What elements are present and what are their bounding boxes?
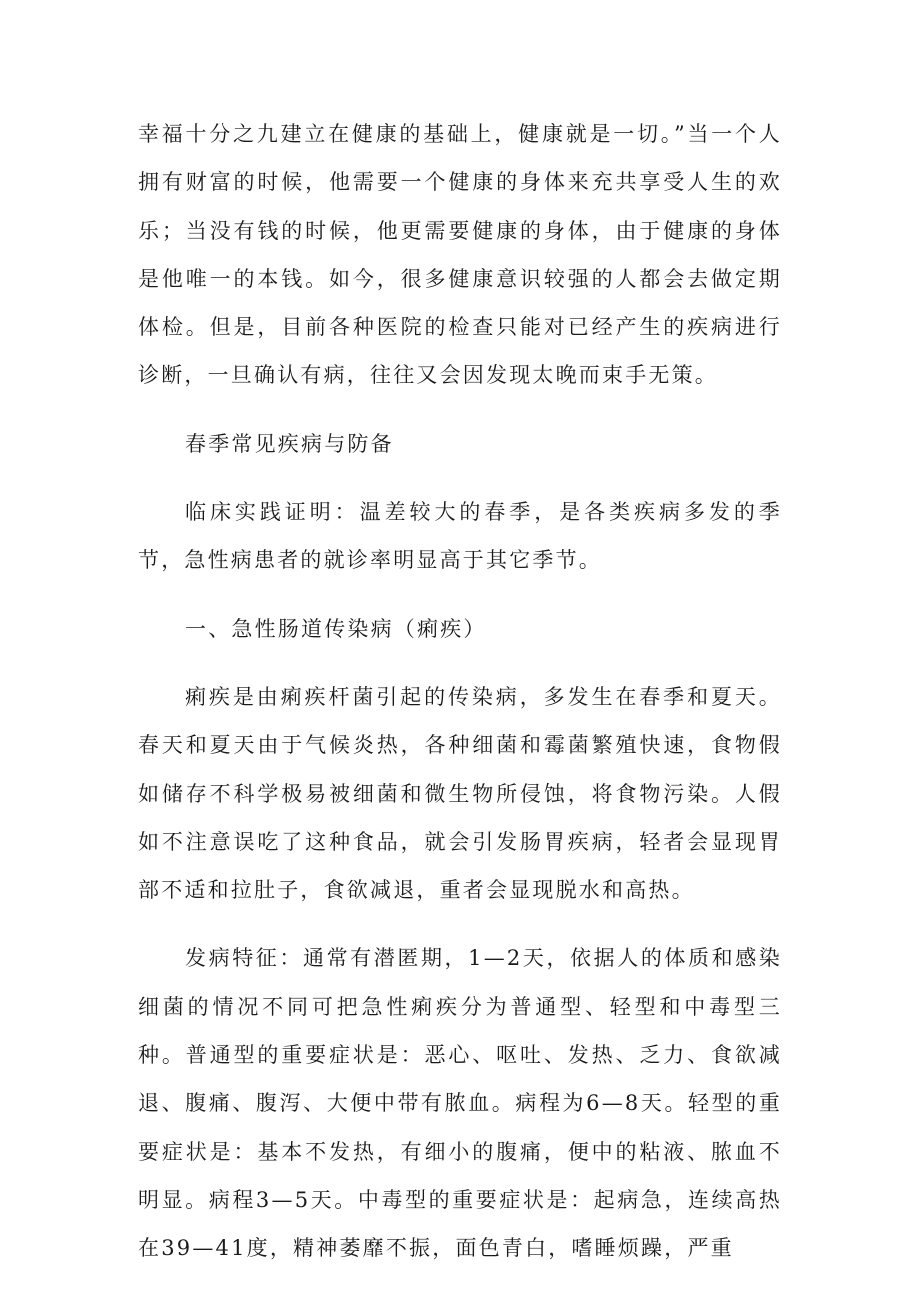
section-heading-dysentery: 一、急性肠道传染病（痢疾）	[185, 616, 487, 641]
paragraph-gap	[138, 400, 782, 420]
paragraph-dysentery-cause: 痢疾是由痢疾杆菌引起的传染病，多发生在春季和夏天。春天和夏天由于气候炎热，各种细菌和霉菌繁殖快速，食物假如储存不科学极易被细菌和微生物所侵蚀，将食物污染。人假如不注意误吃了这种食品，就会引发肠胃疾病，轻者会显现胃部不适和拉肚子，食欲减退，重者会显现脱水和高热。	[138, 684, 782, 903]
paragraph-gap	[138, 468, 782, 488]
paragraph-gap	[138, 914, 782, 934]
paragraph-clinical-evidence: 临床实践证明：温差较大的春季，是各类疾病多发的季节，急性病患者的就诊率明显高于其它季节。	[138, 500, 782, 573]
paragraph-intro: 幸福十分之九建立在健康的基础上，健康就是一切。”当一个人拥有财富的时候，他需要一个健康的身体来充共享受人生的欢乐；当没有钱的时候，他更需要健康的身体，由于健康的身体是他唯一的本钱。如今，很多健康意识较强的人都会去做定期体检。但是，目前各种医院的检查只能对已经产生的疾病进行诊断，一旦确认有病，往往又会因发现太晚而束手无策。	[138, 122, 782, 388]
document-page	[138, 110, 782, 1273]
paragraph-symptoms: 发病特征：通常有潜匿期，1—2天，依据人的体质和感染细菌的情况不同可把急性痢疾分为普通型、轻型和中毒型三种。普通型的重要症状是：恶心、呕吐、发热、乏力、食欲减退、腹痛、腹泻、大便中带有脓血。病程为6—8天。轻型的重要症状是：基本不发热，有细小的腹痛，便中的粘液、脓血不明显。病程3—5天。中毒型的重要症状是：起病急，连续高热在39—41度，精神萎靡不振，面色青白，嗜睡烦躁，严重	[138, 946, 782, 1261]
paragraph-gap	[138, 653, 782, 673]
paragraph-gap	[138, 585, 782, 605]
section-heading-spring-diseases: 春季常见疾病与防备	[185, 431, 394, 456]
